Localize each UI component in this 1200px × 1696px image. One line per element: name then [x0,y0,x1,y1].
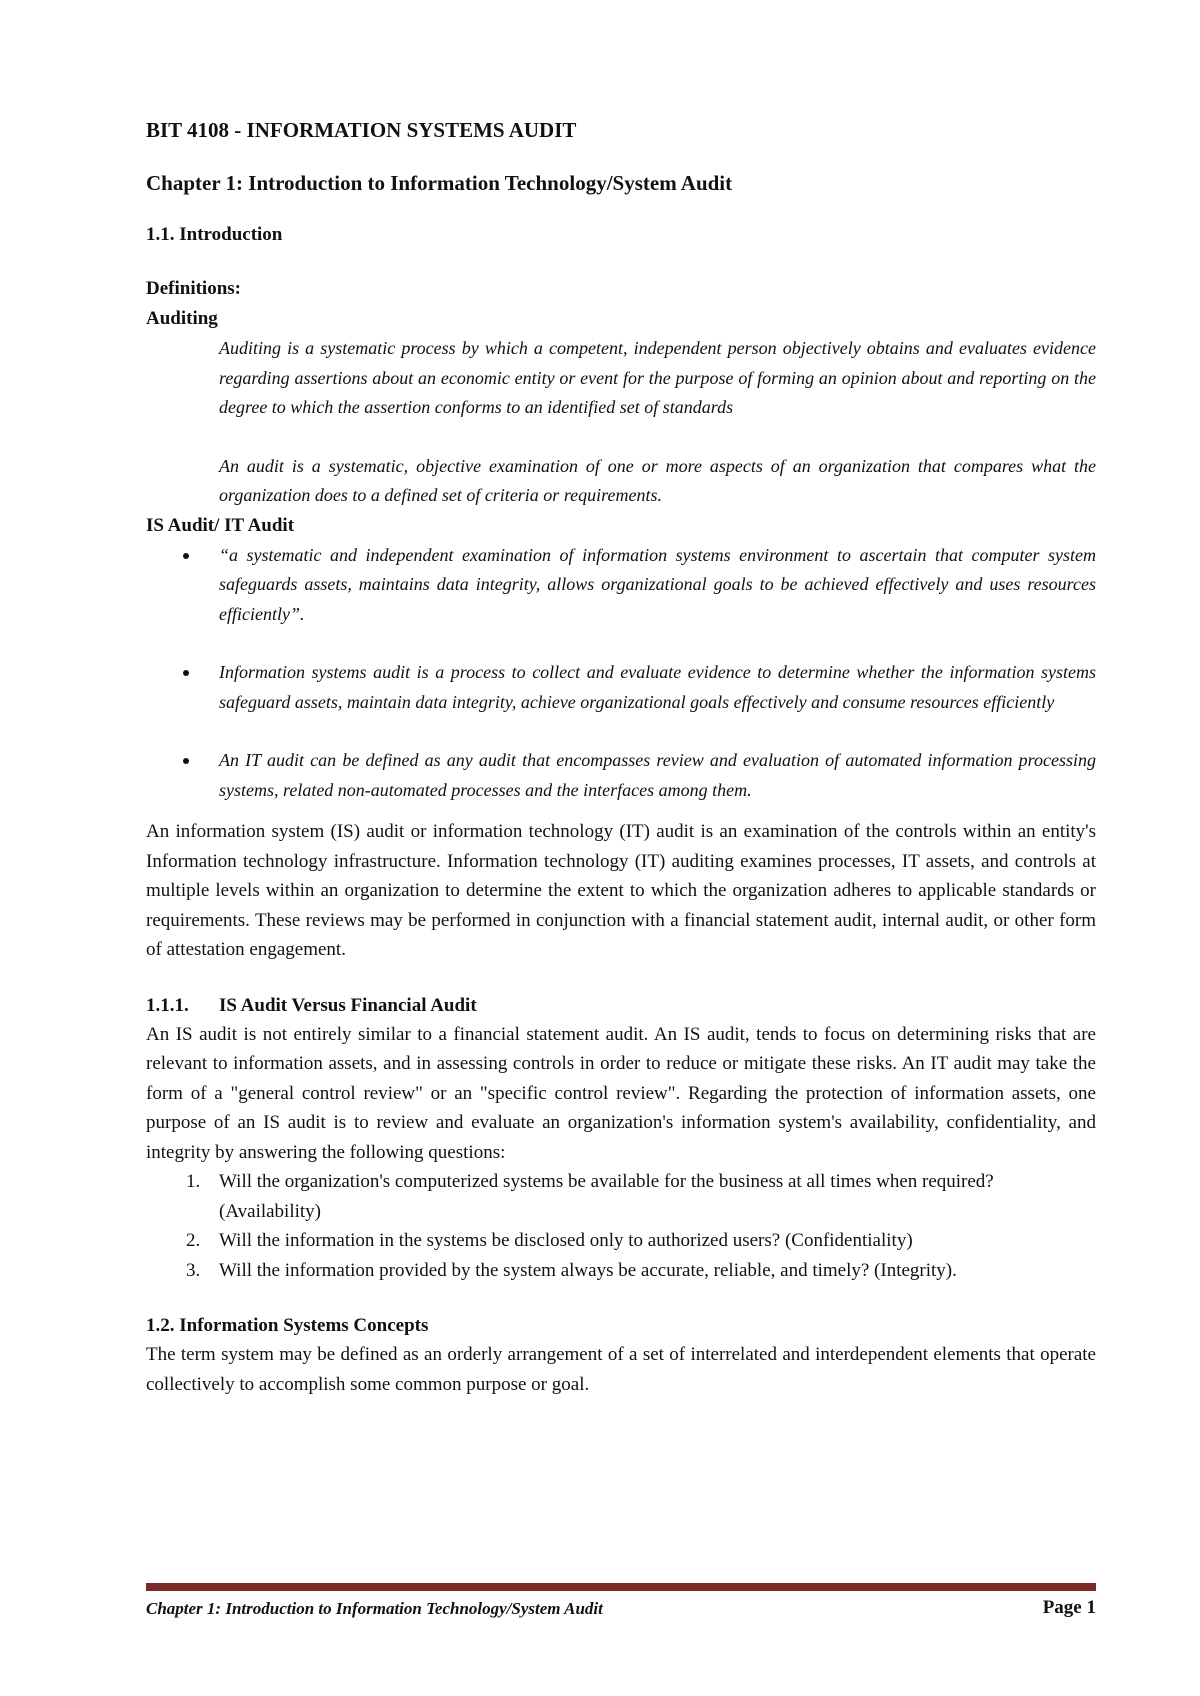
spacer [146,423,1096,452]
is-concepts-paragraph: The term system may be defined as an orderly arrangement of a set of interrelated and interdependent elements that operate collectively to accomplish some common purpose or goal. [146,1344,1096,1395]
auditing-term: Auditing [146,308,218,329]
footer-chapter-title: Chapter 1: Introduction to Information Technology/System Audit [146,1599,603,1618]
bullet-text: “a systematic and independent examination of information systems environment to ascertain that computer system safeguards assets, maintains data integrity, allows organizational goals to be achieved effectively and uses resources efficiently”. [219,544,1096,624]
auditing-definition-1: Auditing is a systematic process by which a competent, independent person objectively obtains and evaluates evidence regarding assertions about an economic entity or event for the purpose of forming an opinion about and reporting on the degree to which the assertion conforms to an identified set of standards [219,338,1096,417]
list-item [146,746,1096,805]
list-number: 2. [186,1230,201,1251]
list-item [146,541,1096,630]
question-text: Will the information in the systems be disclosed only to authorized users? (Confidentiality) [219,1230,913,1251]
page-content [146,118,1096,1399]
definitions-heading: Definitions: [146,278,241,299]
is-vs-financial-paragraph: An IS audit is not entirely similar to a financial statement audit. An IS audit, tends to focus on determining risks that are relevant to information assets, and in assessing controls in order to reduce or mitigate these risks. An IT audit may take the form of a "general control review" or an "specific control review". Regarding the protection of information assets, one purpose of an IS audit is to review and evaluate an organization's information system's availability, confidentiality, and integrity by answering the following questions: [146,1023,1096,1163]
section-heading-1-2: 1.2. Information Systems Concepts [146,1315,429,1336]
chapter-title: Chapter 1: Introduction to Information Technology/System Audit [146,171,733,195]
list-item [146,1226,1096,1256]
list-number: 3. [186,1259,201,1281]
bullet-icon [183,670,189,676]
footer-divider [146,1583,1096,1591]
question-text: Will the information provided by the system always be accurate, reliable, and timely? (Integrity). [219,1259,957,1281]
section-heading-1-1-1 [146,991,1096,1020]
page-number: Page 1 [1042,1597,1096,1618]
question-text: Will the organization's computerized systems be available for the business at all times when required? (Availability) [219,1171,994,1222]
bullet-text: Information systems audit is a process to collect and evaluate evidence to determine whether the information systems safeguard assets, maintain data integrity, achieve organizational goals effectively and consume resources efficiently [219,662,1096,712]
intro-heading: 1.1. Introduction [146,224,283,245]
bullet-icon [183,758,189,764]
list-item [146,658,1096,717]
questions-list [146,1167,1096,1285]
list-number: 1. [186,1171,201,1192]
is-audit-bullet-list [146,541,1096,806]
auditing-definition-2: An audit is a systematic, objective examination of one or more aspects of an organization that compares what the organization does to a defined set of criteria or requirements. [219,455,1096,505]
bullet-text: An IT audit can be defined as any audit that encompasses review and evaluation of automated information processing systems, related non-automated processes and the interfaces among them. [219,750,1096,800]
section-title: IS Audit Versus Financial Audit [219,994,477,1016]
bullet-icon [183,553,189,559]
list-item [146,1256,1096,1286]
is-audit-paragraph: An information system (IS) audit or information technology (IT) audit is an examination of the controls within an entity's Information technology infrastructure. Information technology (IT) auditing examines processes, IT assets, and controls at multiple levels within an organization to determine the extent to which the organization adheres to applicable standards or requirements. These reviews may be performed in conjunction with a financial statement audit, internal audit, or other form of attestation engagement. [146,821,1096,960]
course-title: BIT 4108 - INFORMATION SYSTEMS AUDIT [146,118,577,142]
list-item [146,1167,1096,1226]
section-number: 1.1.1. [146,994,189,1016]
is-audit-term: IS Audit/ IT Audit [146,514,295,536]
